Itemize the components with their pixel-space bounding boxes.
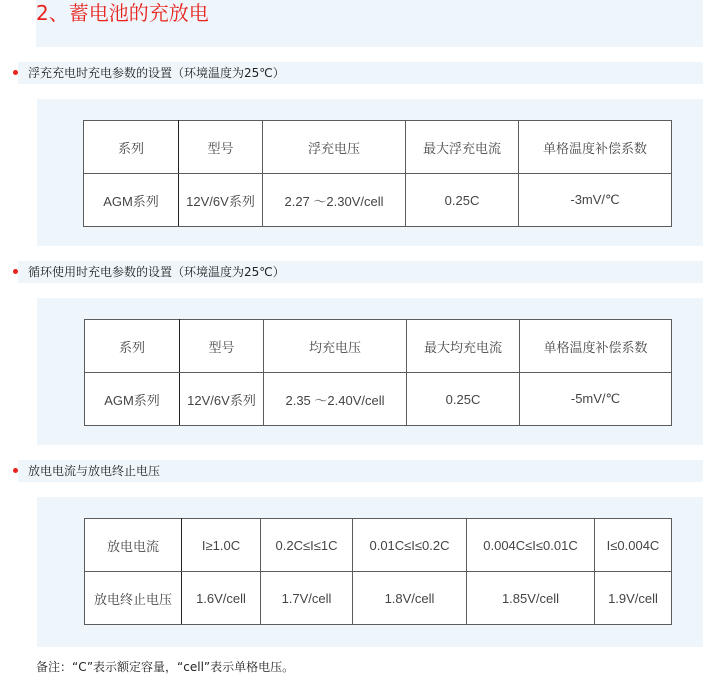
- cycle-charge-table: [84, 319, 672, 426]
- section-heading-discharge: [0, 460, 703, 482]
- bullet-icon: [13, 70, 18, 75]
- table-cell: 0.25C: [407, 373, 520, 426]
- table-cell: 2.35 ～2.40V/cell: [264, 373, 407, 426]
- section-heading-float: [0, 62, 703, 84]
- table-cell: 系列: [85, 320, 180, 373]
- section-heading-text: 放电电流与放电终止电压: [28, 464, 161, 478]
- table-cell: 0.004C≤I≤0.01C: [467, 519, 595, 572]
- table-cell: I≥1.0C: [182, 519, 261, 572]
- table-cell: 1.85V/cell: [467, 572, 595, 625]
- table-header-row: [85, 320, 672, 373]
- table-cell: 12V/6V系列: [179, 174, 263, 227]
- table-header-row: [85, 519, 672, 572]
- table-cell: 型号: [179, 121, 263, 174]
- table-cell: -5mV/℃: [520, 373, 672, 426]
- table-cell: -3mV/℃: [519, 174, 672, 227]
- table-cell: 最大均充电流: [407, 320, 520, 373]
- table-cell: 型号: [180, 320, 264, 373]
- table-row: [85, 572, 672, 625]
- table-cell: 12V/6V系列: [180, 373, 264, 426]
- table-cell: 系列: [84, 121, 179, 174]
- discharge-table: [84, 518, 672, 625]
- section-heading-cycle: [0, 261, 703, 283]
- table-cell: 放电电流: [85, 519, 182, 572]
- table-cell: 0.2C≤I≤1C: [261, 519, 353, 572]
- section-heading-text: 循环使用时充电参数的设置（环境温度为25℃）: [28, 265, 285, 279]
- bullet-icon: [13, 468, 18, 473]
- table-cell: 最大浮充电流: [406, 121, 519, 174]
- table-cell: 放电终止电压: [85, 572, 182, 625]
- table-cell: AGM系列: [84, 174, 179, 227]
- table-cell: 浮充电压: [263, 121, 406, 174]
- table-cell: 0.25C: [406, 174, 519, 227]
- table-cell: AGM系列: [85, 373, 180, 426]
- page-title: 2、蓄电池的充放电: [36, 1, 209, 25]
- table-cell: 单格温度补偿系数: [519, 121, 672, 174]
- table-row: [84, 174, 672, 227]
- float-charge-table: [83, 120, 672, 227]
- section-heading-text: 浮充充电时充电参数的设置（环境温度为25℃）: [28, 66, 285, 80]
- table-row: [85, 373, 672, 426]
- table-cell: I≤0.004C: [595, 519, 672, 572]
- table-cell: 均充电压: [264, 320, 407, 373]
- table-cell: 1.9V/cell: [595, 572, 672, 625]
- page-title-band: [36, 0, 703, 47]
- table-cell: 1.6V/cell: [182, 572, 261, 625]
- table-header-row: [84, 121, 672, 174]
- table-cell: 1.7V/cell: [261, 572, 353, 625]
- table-cell: 0.01C≤I≤0.2C: [353, 519, 467, 572]
- table-cell: 2.27 ～2.30V/cell: [263, 174, 406, 227]
- bullet-icon: [13, 269, 18, 274]
- footnote: 备注：“C”表示额定容量，“cell”表示单格电压。: [36, 660, 295, 674]
- table-cell: 单格温度补偿系数: [520, 320, 672, 373]
- table-cell: 1.8V/cell: [353, 572, 467, 625]
